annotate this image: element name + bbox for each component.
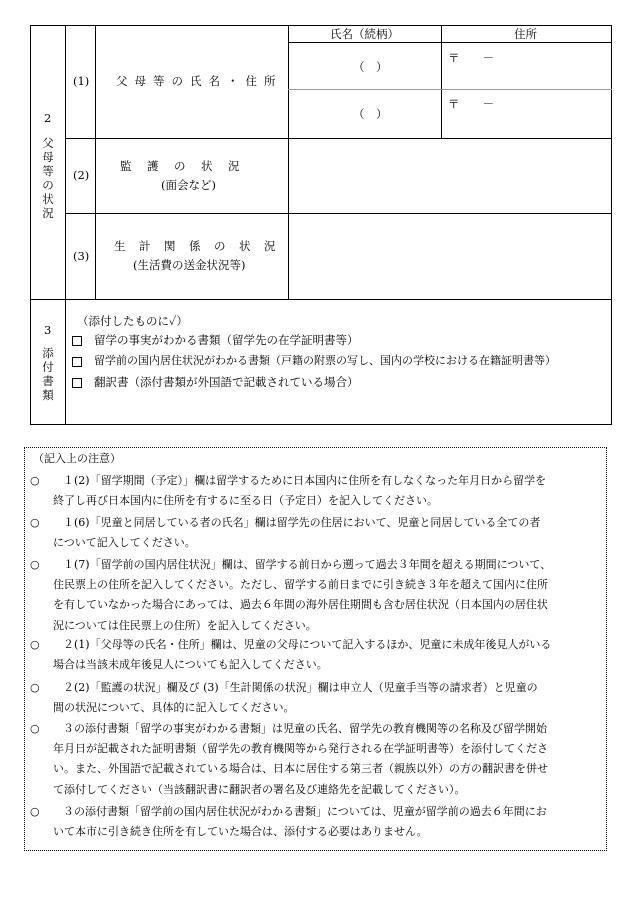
title-char: 等 [42, 164, 54, 178]
custody-status-field[interactable] [289, 139, 610, 212]
note-text-line: 間の状況について、具体的に記入してください。 [53, 701, 295, 715]
title-char: 況 [42, 206, 54, 220]
note-text-line: 年月日が記載された証明書類（留学先の教育機関等から発行される在学証明書等）を添付してくださ [53, 742, 548, 756]
title-char: 状 [42, 192, 54, 206]
row1-number: (1) [73, 74, 90, 88]
num-col-divider [95, 25, 96, 299]
note-text-line: １(2)「留学期間（予定）」欄は留学するために日本国内に住所を有しなくなった年月日から留学を [63, 474, 547, 487]
note-bullet: ○ [30, 474, 40, 487]
note-text-line: について記入してください。 [53, 536, 196, 550]
note-bullet: ○ [30, 722, 40, 735]
parent1-name-field[interactable] [289, 43, 440, 88]
title-char: 書 [42, 374, 54, 388]
note-text-line: 況については住民票上の住所）を記入してください。 [53, 618, 317, 632]
note-bullet: ○ [30, 558, 40, 571]
table-top-border [30, 25, 612, 26]
title-char: の [42, 178, 54, 192]
title-char: 類 [42, 388, 54, 402]
row2-sublabel: (面会など) [161, 178, 216, 192]
column-header-name: 氏名（続柄） [330, 27, 399, 41]
note-text-line: を有していなかった場合にあっては、過去６年間の海外居住期間も含む居住状況（日本国内の居住状 [53, 598, 548, 612]
row1-label: 父母等の氏名・住所 [116, 74, 283, 88]
section2-title [41, 136, 55, 220]
title-char: 母 [42, 150, 54, 164]
table-left-border [30, 25, 31, 425]
attachment-label-2: 留学前の国内居住状況がわかる書類（戸籍の附票の写し、国内の学校における在籍証明書等） [94, 354, 556, 367]
parent2-name-field[interactable] [289, 90, 440, 137]
title-char: 付 [42, 360, 54, 374]
note-bullet: ○ [30, 638, 40, 651]
title-char: 父 [42, 136, 54, 150]
row3-sublabel: (生活費の送金状況等) [133, 258, 246, 272]
note-bullet: ○ [30, 805, 40, 818]
table-right-border [611, 25, 612, 425]
column-header-address: 住所 [514, 27, 537, 41]
section3-title [41, 346, 55, 402]
livelihood-status-field[interactable] [289, 214, 610, 298]
note-text-line: い。また、外国語で記載されている場合は、日本に居住する第三者（親族以外）の方の翻訳書を併せ [53, 762, 548, 776]
attachment-label-3: 翻訳書（添付書類が外国語で記載されている場合） [94, 375, 359, 389]
parent1-relationship-placeholder[interactable]: （ ） [353, 60, 388, 74]
parent2-postal-code[interactable]: 〒 － [448, 97, 494, 111]
attachment-label-1: 留学の事実がわかる書類（留学先の在学証明書等） [94, 333, 359, 347]
parent1-address-field[interactable] [442, 43, 610, 88]
title-char: 添 [42, 346, 54, 360]
row2-label: 監 護 の 状 況 [120, 159, 242, 173]
section2-number: 2 [44, 111, 52, 125]
attachment-checkbox-2[interactable] [72, 357, 82, 367]
note-text-line: ２(2)「監護の状況」欄及び (3)「生計関係の状況」欄は申立人（児童手当等の請求者）と児童の [63, 681, 538, 694]
note-text-line: ３の添付書類「留学前の国内居住状況がわかる書類」については、児童が留学前の過去６年間にお [63, 805, 547, 818]
note-text-line: て添付してください（当該翻訳書に翻訳者の署名及び連絡先を記載してください）。 [53, 782, 466, 796]
note-text-line: １(6)「児童と同居している者の氏名」欄は留学先の住居において、児童と同居している全ての者 [63, 516, 541, 529]
note-text-line: 場合は当該未成年後見人についても記入してください。 [53, 658, 328, 672]
title-col-divider [65, 25, 66, 425]
row3-label: 生 計 関 係 の 状 況 [114, 239, 277, 253]
note-text-line: 終了し再び日本国内に住所を有するに至る日（予定日）を記入してください。 [53, 494, 438, 508]
note-text-line: いて本市に引き続き住所を有していた場合は、添付する必要はありません。 [53, 825, 428, 839]
note-bullet: ○ [30, 516, 40, 529]
section3-number: 3 [44, 323, 52, 337]
notes-title: （記入上の注意） [33, 452, 121, 465]
row3-number: (3) [73, 249, 90, 263]
note-text-line: ３の添付書類「留学の事実がわかる書類」は児童の氏名、留学先の教育機関等の名称及び留学開始 [63, 722, 547, 735]
note-bullet: ○ [30, 681, 40, 694]
row2-number: (2) [73, 168, 90, 182]
attachment-checkbox-1[interactable] [72, 336, 82, 346]
note-text-line: 住民票上の住所を記入してください。ただし、留学する前日までに引き続き３年を超えて国内に住所 [53, 578, 548, 592]
note-text-line: ２(1)「父母等の氏名・住所」欄は、児童の父母について記入するほか、児童に未成年後見人がいる [63, 638, 552, 651]
note-text-line: １(7)「留学前の国内居住状況」欄は、留学する前日から遡って過去３年間を超える期間について、 [63, 558, 552, 571]
parent2-relationship-placeholder[interactable]: （ ） [353, 107, 388, 121]
table-bottom-border [30, 424, 612, 425]
attachment-checkbox-3[interactable] [72, 378, 82, 388]
attachment-instruction: （添付したものに✓） [77, 314, 188, 328]
parent2-address-field[interactable] [442, 90, 610, 137]
parent1-postal-code[interactable]: 〒 － [448, 51, 494, 65]
section-divider [30, 299, 612, 300]
